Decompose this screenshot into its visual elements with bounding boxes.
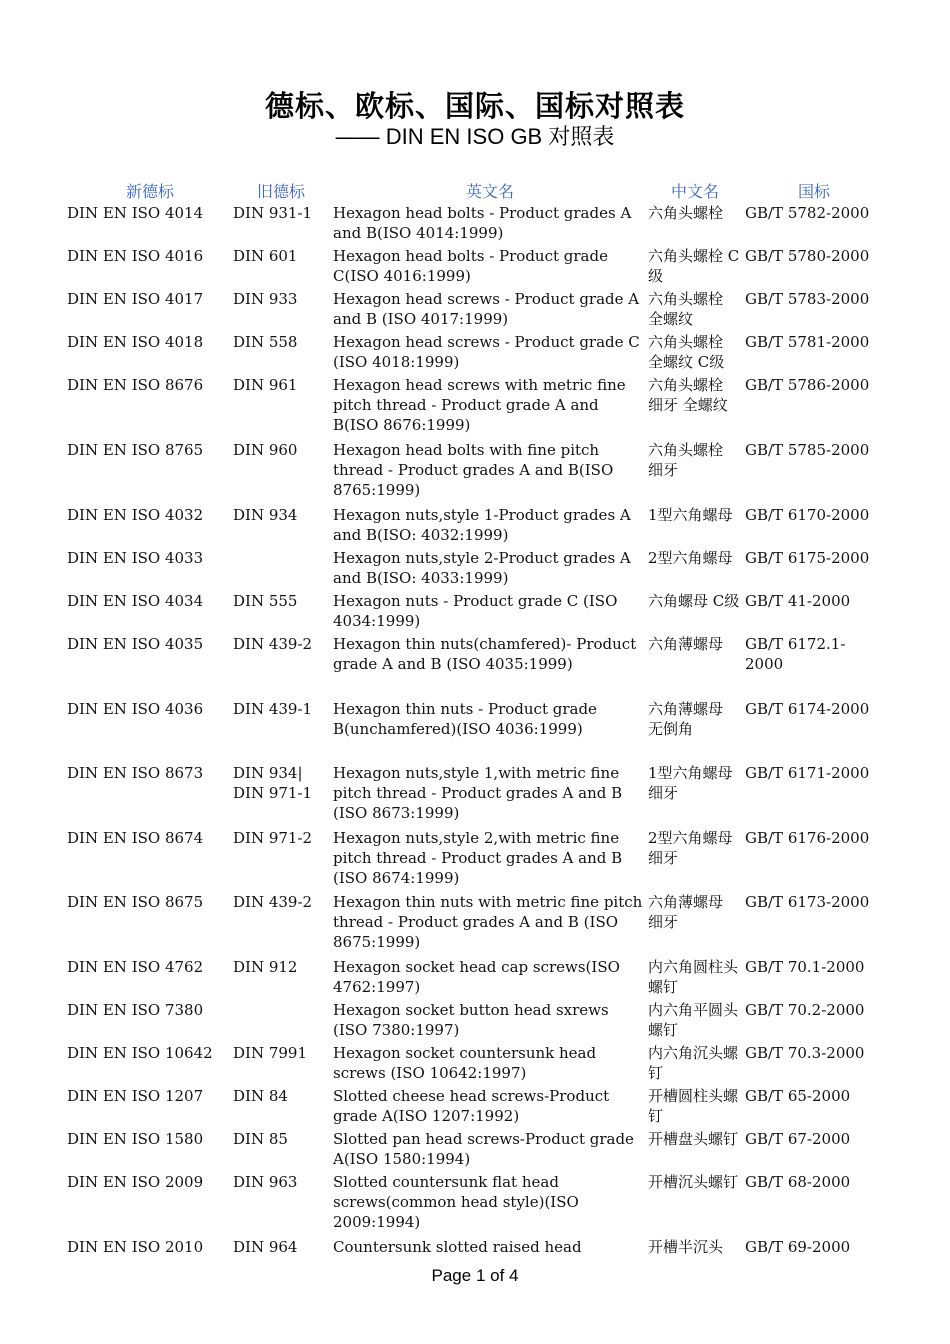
gb-cell: GB/T 5780-2000 <box>745 247 870 265</box>
gb-cell: GB/T 41-2000 <box>745 592 851 610</box>
english-name-cell: Hexagon thin nuts - Product grade B(unchamfered)(ISO 4036:1999) <box>333 700 597 738</box>
old-din-cell: DIN 912 <box>233 958 298 976</box>
chinese-name-cell: 内六角圆柱头螺钉 <box>648 958 739 996</box>
old-din-cell: DIN 439-2 <box>233 893 313 911</box>
old-din-cell: DIN 971-2 <box>233 829 313 847</box>
old-din-cell: DIN 7991 <box>233 1044 308 1062</box>
english-name-cell: Hexagon nuts,style 1-Product grades A and B(ISO: 4032:1999) <box>333 506 631 544</box>
chinese-name-cell: 内六角沉头螺钉 <box>648 1044 739 1082</box>
chinese-name-cell: 开槽圆柱头螺钉 <box>648 1087 739 1125</box>
english-name-cell: Hexagon socket button head sxrews (ISO 7380:1997) <box>333 1001 609 1039</box>
gb-cell: GB/T 67-2000 <box>745 1130 851 1148</box>
gb-cell: GB/T 5786-2000 <box>745 376 870 394</box>
gb-cell: GB/T 6174-2000 <box>745 700 870 718</box>
old-din-cell: DIN 84 <box>233 1087 288 1105</box>
old-din-cell: DIN 555 <box>233 592 298 610</box>
new-din-cell: DIN EN ISO 4032 <box>67 506 204 524</box>
english-name-cell: Hexagon nuts - Product grade C (ISO 4034:1999) <box>333 592 618 630</box>
chinese-name-cell: 六角薄螺母 细牙 <box>648 893 724 931</box>
english-name-cell: Hexagon socket countersunk head screws (ISO 10642:1997) <box>333 1044 597 1082</box>
english-name-cell: Hexagon nuts,style 2,with metric fine pitch thread - Product grades A and B (ISO 8674:1999) <box>333 829 623 887</box>
gb-cell: GB/T 5783-2000 <box>745 290 870 308</box>
old-din-cell: DIN 934 <box>233 506 298 524</box>
gb-cell: GB/T 68-2000 <box>745 1173 851 1191</box>
english-name-cell: Slotted cheese head screws-Product grade A(ISO 1207:1992) <box>333 1087 610 1125</box>
chinese-name-cell: 2型六角螺母 <box>648 549 733 567</box>
old-din-cell: DIN 964 <box>233 1238 298 1256</box>
old-din-cell: DIN 963 <box>233 1173 298 1191</box>
chinese-name-cell: 六角头螺栓 细牙 全螺纹 <box>648 376 728 414</box>
english-name-cell: Hexagon socket head cap screws(ISO 4762:1997) <box>333 958 620 996</box>
english-name-cell: Hexagon nuts,style 1,with metric fine pitch thread - Product grades A and B (ISO 8673:1999) <box>333 764 623 822</box>
header-chinese-name: 中文名 <box>670 182 719 201</box>
old-din-cell: DIN 558 <box>233 333 298 351</box>
gb-cell: GB/T 6172.1-2000 <box>745 635 846 673</box>
old-din-cell: DIN 960 <box>233 441 298 459</box>
chinese-name-cell: 六角薄螺母 无倒角 <box>648 700 724 738</box>
new-din-cell: DIN EN ISO 10642 <box>67 1044 213 1062</box>
page-footer: Page 1 of 4 <box>431 1266 519 1285</box>
old-din-cell: DIN 931-1 <box>233 204 313 222</box>
gb-cell: GB/T 65-2000 <box>745 1087 851 1105</box>
old-din-cell: DIN 961 <box>233 376 298 394</box>
chinese-name-cell: 六角头螺栓 C级 <box>648 247 740 285</box>
new-din-cell: DIN EN ISO 4014 <box>67 204 204 222</box>
new-din-cell: DIN EN ISO 2010 <box>67 1238 204 1256</box>
chinese-name-cell: 六角头螺栓 细牙 <box>648 441 724 479</box>
new-din-cell: DIN EN ISO 8675 <box>67 893 204 911</box>
english-name-cell: Hexagon nuts,style 2-Product grades A and B(ISO: 4033:1999) <box>333 549 631 587</box>
new-din-cell: DIN EN ISO 1207 <box>67 1087 204 1105</box>
header-gb: 国标 <box>797 182 830 201</box>
old-din-cell: DIN 933 <box>233 290 298 308</box>
english-name-cell: Slotted countersunk flat head screws(common head style)(ISO 2009:1994) <box>333 1173 579 1231</box>
new-din-cell: DIN EN ISO 4018 <box>67 333 204 351</box>
new-din-cell: DIN EN ISO 4033 <box>67 549 204 567</box>
gb-cell: GB/T 5781-2000 <box>745 333 870 351</box>
chinese-name-cell: 六角头螺栓 全螺纹 <box>648 290 724 328</box>
english-name-cell: Countersunk slotted raised head <box>333 1238 582 1256</box>
english-name-cell: Slotted pan head screws-Product grade A(ISO 1580:1994) <box>333 1130 634 1168</box>
old-din-cell: DIN 439-1 <box>233 700 313 718</box>
new-din-cell: DIN EN ISO 8765 <box>67 441 204 459</box>
new-din-cell: DIN EN ISO 4762 <box>67 958 204 976</box>
gb-cell: GB/T 6173-2000 <box>745 893 870 911</box>
header-old-din: 旧德标 <box>256 182 305 201</box>
gb-cell: GB/T 5785-2000 <box>745 441 870 459</box>
old-din-cell: DIN 439-2 <box>233 635 313 653</box>
old-din-cell: DIN 85 <box>233 1130 288 1148</box>
chinese-name-cell: 六角螺母 C级 <box>648 592 740 610</box>
new-din-cell: DIN EN ISO 4034 <box>67 592 204 610</box>
gb-cell: GB/T 6176-2000 <box>745 829 870 847</box>
english-name-cell: Hexagon head screws with metric fine pitch thread - Product grade A and B(ISO 8676:1999) <box>333 376 626 434</box>
gb-cell: GB/T 6171-2000 <box>745 764 870 782</box>
english-name-cell: Hexagon head bolts with fine pitch thread - Product grades A and B(ISO 8765:1999) <box>333 441 614 499</box>
chinese-name-cell: 2型六角螺母 细牙 <box>648 829 733 867</box>
new-din-cell: DIN EN ISO 8674 <box>67 829 204 847</box>
chinese-name-cell: 六角头螺栓 <box>648 204 724 222</box>
english-name-cell: Hexagon thin nuts with metric fine pitch thread - Product grades A and B (ISO 8675:1999) <box>333 893 643 951</box>
header-new-din: 新德标 <box>125 182 174 201</box>
gb-cell: GB/T 70.2-2000 <box>745 1001 865 1019</box>
gb-cell: GB/T 5782-2000 <box>745 204 870 222</box>
english-name-cell: Hexagon head bolts - Product grades A and B(ISO 4014:1999) <box>333 204 632 242</box>
new-din-cell: DIN EN ISO 4016 <box>67 247 204 265</box>
chinese-name-cell: 开槽半沉头 <box>648 1238 724 1256</box>
chinese-name-cell: 六角头螺栓 全螺纹 C级 <box>648 333 725 371</box>
new-din-cell: DIN EN ISO 4035 <box>67 635 204 653</box>
gb-cell: GB/T 69-2000 <box>745 1238 851 1256</box>
new-din-cell: DIN EN ISO 1580 <box>67 1130 204 1148</box>
new-din-cell: DIN EN ISO 8673 <box>67 764 204 782</box>
chinese-name-cell: 内六角平圆头螺钉 <box>648 1001 739 1039</box>
chinese-name-cell: 1型六角螺母 细牙 <box>648 764 733 802</box>
chinese-name-cell: 开槽沉头螺钉 <box>648 1173 739 1191</box>
gb-cell: GB/T 70.1-2000 <box>745 958 865 976</box>
english-name-cell: Hexagon thin nuts(chamfered)- Product grade A and B (ISO 4035:1999) <box>333 635 637 673</box>
new-din-cell: DIN EN ISO 8676 <box>67 376 204 394</box>
page-subtitle: —— DIN EN ISO GB 对照表 <box>335 124 615 149</box>
chinese-name-cell: 1型六角螺母 <box>648 506 733 524</box>
english-name-cell: Hexagon head screws - Product grade A and B (ISO 4017:1999) <box>333 290 640 328</box>
chinese-name-cell: 六角薄螺母 <box>648 635 724 653</box>
old-din-cell: DIN 934| DIN 971-1 <box>233 764 313 802</box>
old-din-cell: DIN 601 <box>233 247 298 265</box>
chinese-name-cell: 开槽盘头螺钉 <box>648 1130 739 1148</box>
new-din-cell: DIN EN ISO 2009 <box>67 1173 204 1191</box>
new-din-cell: DIN EN ISO 4036 <box>67 700 204 718</box>
page-title: 德标、欧标、国际、国标对照表 <box>264 89 685 123</box>
english-name-cell: Hexagon head screws - Product grade C (ISO 4018:1999) <box>333 333 640 371</box>
gb-cell: GB/T 70.3-2000 <box>745 1044 865 1062</box>
new-din-cell: DIN EN ISO 4017 <box>67 290 204 308</box>
new-din-cell: DIN EN ISO 7380 <box>67 1001 204 1019</box>
gb-cell: GB/T 6175-2000 <box>745 549 870 567</box>
gb-cell: GB/T 6170-2000 <box>745 506 870 524</box>
header-english-name: 英文名 <box>465 182 514 201</box>
english-name-cell: Hexagon head bolts - Product grade C(ISO 4016:1999) <box>333 247 608 285</box>
